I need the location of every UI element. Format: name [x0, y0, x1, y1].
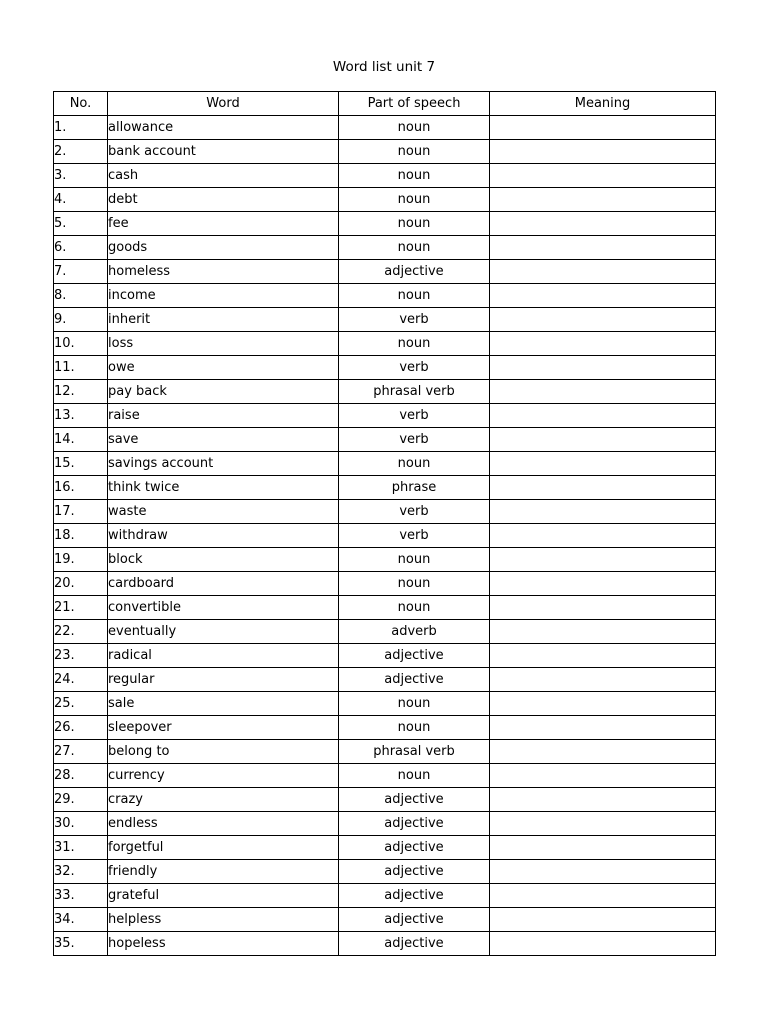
row-number: 2.: [54, 140, 108, 164]
meaning-cell: [490, 596, 716, 620]
word-cell: inherit: [108, 308, 339, 332]
table-row: [54, 500, 716, 524]
row-number: 27.: [54, 740, 108, 764]
part-of-speech-cell: noun: [339, 716, 490, 740]
row-number: 34.: [54, 908, 108, 932]
part-of-speech-cell: adjective: [339, 644, 490, 668]
part-of-speech-cell: adjective: [339, 668, 490, 692]
meaning-cell: [490, 572, 716, 596]
row-number: 32.: [54, 860, 108, 884]
part-of-speech-cell: noun: [339, 188, 490, 212]
word-cell: cardboard: [108, 572, 339, 596]
word-cell: sale: [108, 692, 339, 716]
word-cell: owe: [108, 356, 339, 380]
row-number: 28.: [54, 764, 108, 788]
row-number: 20.: [54, 572, 108, 596]
part-of-speech-cell: noun: [339, 116, 490, 140]
table-row: [54, 236, 716, 260]
part-of-speech-cell: adjective: [339, 860, 490, 884]
word-cell: endless: [108, 812, 339, 836]
row-number: 4.: [54, 188, 108, 212]
meaning-cell: [490, 860, 716, 884]
table-row: [54, 884, 716, 908]
word-cell: debt: [108, 188, 339, 212]
part-of-speech-cell: noun: [339, 164, 490, 188]
table-row: [54, 788, 716, 812]
word-cell: eventually: [108, 620, 339, 644]
part-of-speech-cell: noun: [339, 452, 490, 476]
header-meaning: Meaning: [490, 92, 716, 116]
table-row: [54, 332, 716, 356]
table-row: [54, 932, 716, 956]
word-cell: sleepover: [108, 716, 339, 740]
table-row: [54, 812, 716, 836]
meaning-cell: [490, 548, 716, 572]
part-of-speech-cell: noun: [339, 572, 490, 596]
part-of-speech-cell: adjective: [339, 836, 490, 860]
word-cell: income: [108, 284, 339, 308]
table-row: [54, 596, 716, 620]
word-cell: raise: [108, 404, 339, 428]
meaning-cell: [490, 380, 716, 404]
table-row: [54, 260, 716, 284]
meaning-cell: [490, 884, 716, 908]
meaning-cell: [490, 212, 716, 236]
part-of-speech-cell: noun: [339, 212, 490, 236]
meaning-cell: [490, 812, 716, 836]
table-row: [54, 692, 716, 716]
row-number: 31.: [54, 836, 108, 860]
word-cell: belong to: [108, 740, 339, 764]
table-row: [54, 740, 716, 764]
row-number: 5.: [54, 212, 108, 236]
table-header-row: [54, 92, 716, 116]
row-number: 9.: [54, 308, 108, 332]
meaning-cell: [490, 668, 716, 692]
header-part-of-speech: Part of speech: [339, 92, 490, 116]
row-number: 7.: [54, 260, 108, 284]
meaning-cell: [490, 284, 716, 308]
row-number: 35.: [54, 932, 108, 956]
meaning-cell: [490, 524, 716, 548]
part-of-speech-cell: noun: [339, 332, 490, 356]
table-row: [54, 140, 716, 164]
part-of-speech-cell: verb: [339, 500, 490, 524]
table-row: [54, 668, 716, 692]
word-cell: crazy: [108, 788, 339, 812]
row-number: 11.: [54, 356, 108, 380]
part-of-speech-cell: noun: [339, 284, 490, 308]
meaning-cell: [490, 764, 716, 788]
meaning-cell: [490, 692, 716, 716]
word-cell: radical: [108, 644, 339, 668]
row-number: 10.: [54, 332, 108, 356]
table-row: [54, 116, 716, 140]
row-number: 13.: [54, 404, 108, 428]
word-cell: regular: [108, 668, 339, 692]
word-cell: bank account: [108, 140, 339, 164]
table-row: [54, 212, 716, 236]
row-number: 17.: [54, 500, 108, 524]
part-of-speech-cell: verb: [339, 524, 490, 548]
table-row: [54, 404, 716, 428]
table-row: [54, 356, 716, 380]
word-cell: allowance: [108, 116, 339, 140]
word-cell: homeless: [108, 260, 339, 284]
word-list-table: [53, 91, 716, 956]
table-row: [54, 188, 716, 212]
row-number: 21.: [54, 596, 108, 620]
word-cell: hopeless: [108, 932, 339, 956]
part-of-speech-cell: adjective: [339, 788, 490, 812]
part-of-speech-cell: phrase: [339, 476, 490, 500]
table-row: [54, 620, 716, 644]
word-cell: helpless: [108, 908, 339, 932]
row-number: 25.: [54, 692, 108, 716]
word-cell: block: [108, 548, 339, 572]
table-row: [54, 716, 716, 740]
row-number: 19.: [54, 548, 108, 572]
table-row: [54, 164, 716, 188]
meaning-cell: [490, 116, 716, 140]
meaning-cell: [490, 140, 716, 164]
table-row: [54, 284, 716, 308]
part-of-speech-cell: noun: [339, 236, 490, 260]
meaning-cell: [490, 740, 716, 764]
meaning-cell: [490, 620, 716, 644]
table-row: [54, 548, 716, 572]
meaning-cell: [490, 908, 716, 932]
header-no: No.: [54, 92, 108, 116]
word-cell: cash: [108, 164, 339, 188]
row-number: 22.: [54, 620, 108, 644]
meaning-cell: [490, 236, 716, 260]
meaning-cell: [490, 356, 716, 380]
table-row: [54, 836, 716, 860]
table-row: [54, 572, 716, 596]
meaning-cell: [490, 716, 716, 740]
table-row: [54, 428, 716, 452]
word-cell: convertible: [108, 596, 339, 620]
word-cell: savings account: [108, 452, 339, 476]
part-of-speech-cell: adjective: [339, 884, 490, 908]
word-cell: waste: [108, 500, 339, 524]
row-number: 29.: [54, 788, 108, 812]
meaning-cell: [490, 404, 716, 428]
table-row: [54, 452, 716, 476]
header-word: Word: [108, 92, 339, 116]
word-cell: save: [108, 428, 339, 452]
meaning-cell: [490, 452, 716, 476]
row-number: 8.: [54, 284, 108, 308]
table-row: [54, 476, 716, 500]
part-of-speech-cell: adverb: [339, 620, 490, 644]
part-of-speech-cell: adjective: [339, 908, 490, 932]
row-number: 18.: [54, 524, 108, 548]
row-number: 16.: [54, 476, 108, 500]
row-number: 24.: [54, 668, 108, 692]
word-cell: pay back: [108, 380, 339, 404]
part-of-speech-cell: adjective: [339, 932, 490, 956]
word-cell: grateful: [108, 884, 339, 908]
part-of-speech-cell: phrasal verb: [339, 380, 490, 404]
table-row: [54, 380, 716, 404]
meaning-cell: [490, 164, 716, 188]
row-number: 26.: [54, 716, 108, 740]
meaning-cell: [490, 644, 716, 668]
part-of-speech-cell: noun: [339, 548, 490, 572]
table-body: [54, 116, 716, 956]
meaning-cell: [490, 188, 716, 212]
word-cell: think twice: [108, 476, 339, 500]
word-cell: withdraw: [108, 524, 339, 548]
row-number: 33.: [54, 884, 108, 908]
part-of-speech-cell: noun: [339, 764, 490, 788]
row-number: 6.: [54, 236, 108, 260]
meaning-cell: [490, 260, 716, 284]
row-number: 15.: [54, 452, 108, 476]
row-number: 1.: [54, 116, 108, 140]
part-of-speech-cell: adjective: [339, 260, 490, 284]
part-of-speech-cell: verb: [339, 428, 490, 452]
word-cell: loss: [108, 332, 339, 356]
table-row: [54, 644, 716, 668]
word-cell: goods: [108, 236, 339, 260]
table-row: [54, 308, 716, 332]
meaning-cell: [490, 932, 716, 956]
page-title: Word list unit 7: [332, 59, 436, 75]
row-number: 23.: [54, 644, 108, 668]
meaning-cell: [490, 332, 716, 356]
word-cell: friendly: [108, 860, 339, 884]
part-of-speech-cell: verb: [339, 308, 490, 332]
table-row: [54, 908, 716, 932]
row-number: 14.: [54, 428, 108, 452]
meaning-cell: [490, 788, 716, 812]
part-of-speech-cell: noun: [339, 596, 490, 620]
word-cell: fee: [108, 212, 339, 236]
row-number: 3.: [54, 164, 108, 188]
table-row: [54, 764, 716, 788]
part-of-speech-cell: verb: [339, 404, 490, 428]
meaning-cell: [490, 428, 716, 452]
meaning-cell: [490, 500, 716, 524]
row-number: 12.: [54, 380, 108, 404]
row-number: 30.: [54, 812, 108, 836]
meaning-cell: [490, 308, 716, 332]
part-of-speech-cell: adjective: [339, 812, 490, 836]
table-row: [54, 860, 716, 884]
word-cell: forgetful: [108, 836, 339, 860]
meaning-cell: [490, 476, 716, 500]
table-row: [54, 524, 716, 548]
part-of-speech-cell: noun: [339, 140, 490, 164]
part-of-speech-cell: phrasal verb: [339, 740, 490, 764]
word-cell: currency: [108, 764, 339, 788]
part-of-speech-cell: noun: [339, 692, 490, 716]
meaning-cell: [490, 836, 716, 860]
part-of-speech-cell: verb: [339, 356, 490, 380]
